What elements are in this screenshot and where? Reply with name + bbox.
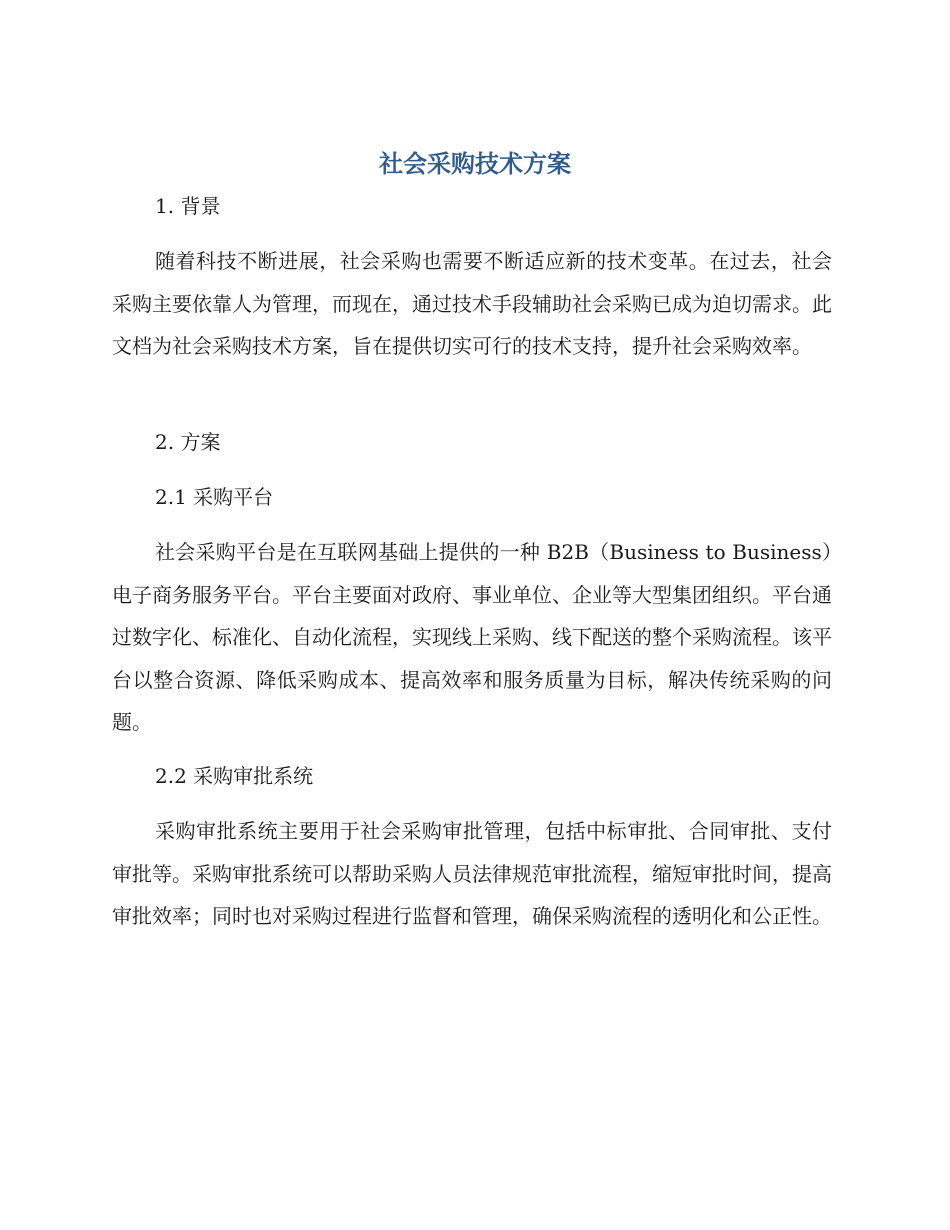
- section-paragraph-procurement-platform: 社会采购平台是在互联网基础上提供的一种 B2B（Business to Business）电子商务服务平台。平台主要面对政府、事业单位、企业等大型集团组织。平台通过数字化、标准化、自动化流程，实现线上采购、线下配送的整个采购流程。该平台以整合资源、降低采购成本、提高效率和服务质量为目标，解决传统采购的问题。: [112, 540, 832, 734]
- section-heading-plan: 2. 方案: [155, 430, 221, 454]
- document-title: 社会采购技术方案: [379, 150, 571, 178]
- section-heading-approval-system: 2.2 采购审批系统: [155, 764, 314, 788]
- section-paragraph-approval-system: 采购审批系统主要用于社会采购审批管理，包括中标审批、合同审批、支付审批等。采购审批系统可以帮助采购人员法律规范审批流程，缩短审批时间，提高审批效率；同时也对采购过程进行监督和管理，确保采购流程的透明化和公正性。: [112, 819, 832, 928]
- section-heading-procurement-platform: 2.1 采购平台: [155, 485, 274, 509]
- section-heading-background: 1. 背景: [155, 194, 221, 218]
- section-paragraph-background: 随着科技不断进展，社会采购也需要不断适应新的技术变革。在过去，社会采购主要依靠人为管理，而现在，通过技术手段辅助社会采购已成为迫切需求。此文档为社会采购技术方案，旨在提供切实可行的技术支持，提升社会采购效率。: [112, 249, 832, 358]
